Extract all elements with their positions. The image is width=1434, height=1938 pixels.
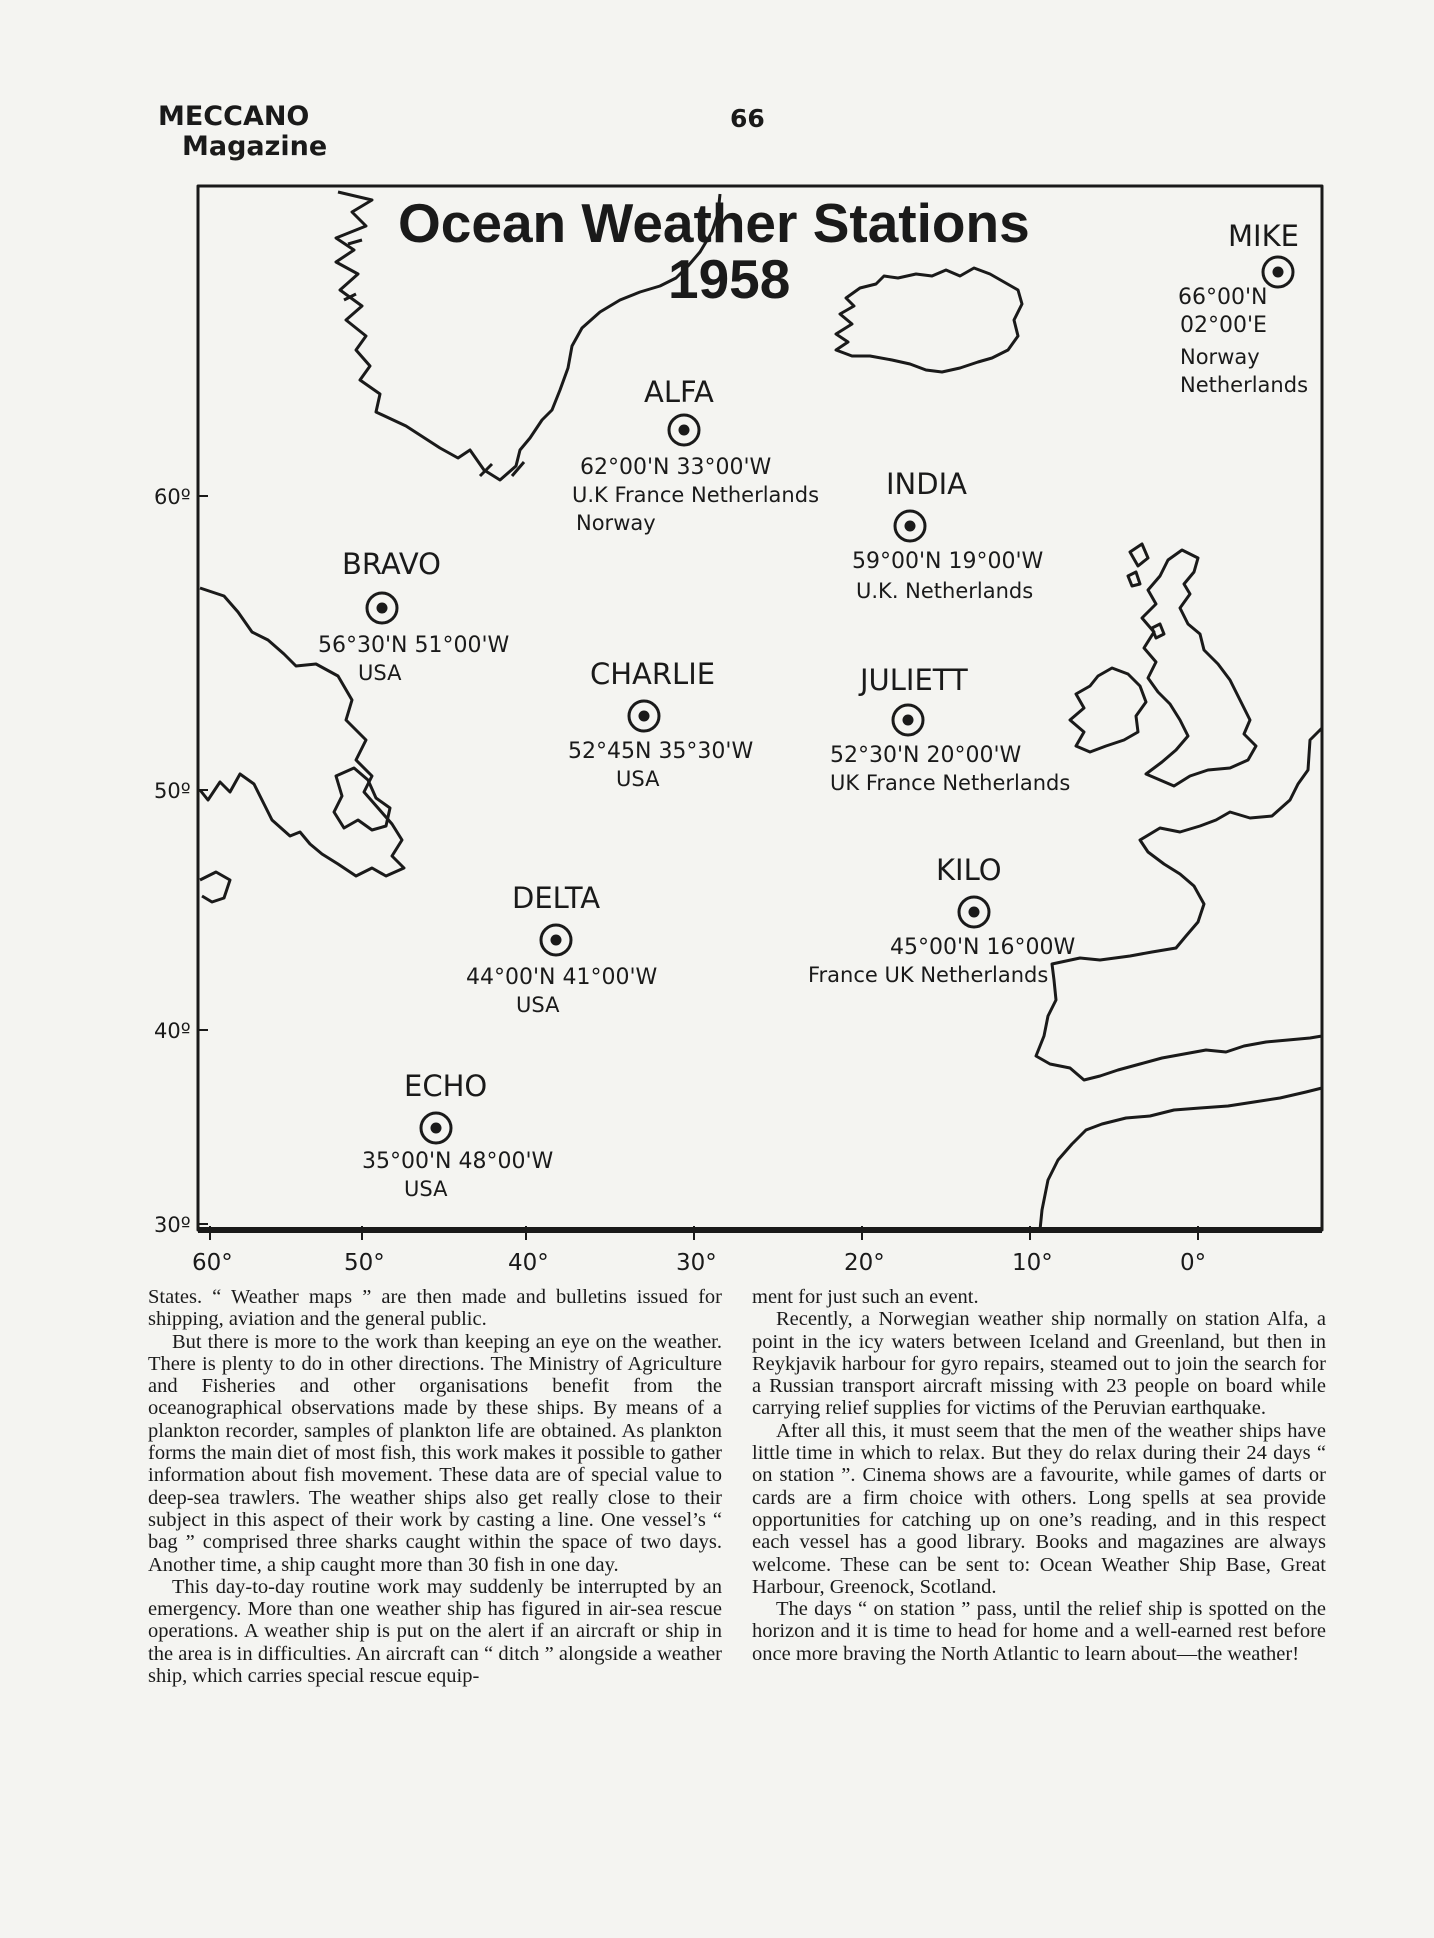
article-paragraph: ment for just such an event. (752, 1286, 979, 1308)
page-number: 66 (730, 104, 765, 133)
africa-coast (1040, 1088, 1322, 1230)
station-dot-icon (905, 521, 916, 532)
station-name: JULIETT (860, 663, 968, 697)
station-echo (362, 1069, 554, 1201)
station-kilo (808, 853, 1075, 987)
station-coords: 62°00'N 33°00'W (580, 455, 772, 480)
masthead (158, 102, 327, 162)
station-name: ECHO (404, 1069, 488, 1103)
station-name: BRAVO (342, 547, 442, 581)
station-countries: Netherlands (1180, 373, 1309, 397)
station-name: KILO (936, 853, 1002, 887)
station-india (852, 467, 1044, 603)
europe-coast (1036, 728, 1322, 1080)
article-paragraph: This day-to-day routine work may suddenly be interrupted by an emergency. More than one weather ship has figured in air-sea rescue operations. A weather ship is put on the alert if an aircraft or ship in the area is in difficulties. An aircraft can “ ditch ” alongside a weather ship, which carries special rescue equip- (148, 1575, 722, 1688)
nova-scotia-coast (200, 872, 230, 902)
station-countries: Norway (1180, 345, 1260, 369)
station-bravo (318, 547, 510, 685)
ireland-coast (1070, 668, 1146, 752)
station-dot-icon (969, 907, 980, 918)
station-juliett (830, 663, 1070, 795)
lat-label: 60º (154, 485, 191, 509)
station-countries: USA (404, 1177, 448, 1201)
station-countries: USA (358, 661, 402, 685)
article-paragraph: The days “ on station ” pass, until the relief ship is spotted on the horizon and it is time to head for home and a well-earned rest before once more braving the North Atlantic to learn about—the weather! (752, 1598, 1326, 1665)
station-coords: 59°00'N 19°00'W (852, 549, 1044, 574)
station-coords: 45°00'N 16°00W (890, 935, 1076, 960)
station-dot-icon (679, 425, 690, 436)
map-title: Ocean Weather Stations (398, 192, 1030, 254)
station-countries: USA (616, 767, 660, 791)
station-coords: 35°00'N 48°00'W (362, 1149, 554, 1174)
station-coords: 52°45N 35°30'W (568, 739, 754, 764)
article-paragraph: States. “ Weather maps ” are then made and bulletins issued for shipping, aviation and the general public. (148, 1286, 722, 1331)
station-countries: France UK Netherlands (808, 963, 1049, 987)
station-countries: UK France Netherlands (830, 771, 1071, 795)
article-right-column (752, 1286, 1326, 1665)
stations-layer (318, 219, 1308, 1201)
station-name: DELTA (512, 881, 601, 915)
article-paragraph: Recently, a Norwegian weather ship normally on station Alfa, a point in the icy waters between Iceland and Greenland, but then in Reykjavik harbour for gyro repairs, steamed out to join the search for a Russian transport aircraft missing with 23 people on board while carrying relief supplies for victims of the Peruvian earthquake. (752, 1308, 1326, 1420)
coastlines (198, 186, 1322, 1230)
station-charlie (568, 657, 753, 791)
station-dot-icon (431, 1123, 442, 1134)
lon-label: 30° (676, 1250, 717, 1276)
station-coords: 44°00'N 41°00'W (466, 965, 658, 990)
station-countries: USA (516, 993, 560, 1017)
station-dot-icon (551, 935, 562, 946)
north-america-coast (200, 588, 404, 876)
station-name: INDIA (886, 467, 967, 501)
station-coords: 02°00'E (1180, 313, 1267, 338)
station-name: CHARLIE (590, 657, 716, 691)
lat-label: 40º (154, 1019, 191, 1043)
station-delta (466, 881, 658, 1017)
iceland-coast (836, 268, 1022, 372)
station-coords: 66°00'N (1178, 285, 1268, 310)
lat-label: 30º (154, 1213, 191, 1237)
masthead-subtitle: Magazine (182, 131, 328, 162)
station-mike (1178, 219, 1308, 397)
station-dot-icon (903, 715, 914, 726)
station-alfa (572, 375, 819, 535)
great-britain-coast (1142, 550, 1256, 786)
lon-label: 60° (192, 1250, 233, 1276)
weather-stations-map (140, 180, 1340, 1276)
lon-label: 50° (344, 1250, 385, 1276)
article-paragraph: After all this, it must seem that the men of the weather ships have little time in which to relax. But they do relax during their 24 days “ on station ”. Cinema shows are a favourite, while games of darts or cards are a firm choice with others. Long spells at sea provide opportunities for catching up on one’s reading, and in this respect each vessel has a good library. Books and magazines are always welcome. These can be sent to: Ocean Weather Ship Base, Great Harbour, Greenock, Scotland. (752, 1419, 1326, 1598)
station-name: MIKE (1228, 219, 1299, 253)
station-name: ALFA (644, 375, 714, 409)
lon-label: 40° (508, 1250, 549, 1276)
station-countries: U.K France Netherlands (572, 483, 820, 507)
lon-label: 20° (844, 1250, 885, 1276)
station-countries: U.K. Netherlands (856, 579, 1034, 603)
greenland-fjords (344, 240, 524, 476)
masthead-title: MECCANO (158, 101, 310, 132)
station-dot-icon (1273, 267, 1284, 278)
station-dot-icon (377, 603, 388, 614)
map-axes (154, 485, 1322, 1276)
station-countries: Norway (576, 511, 656, 535)
newfoundland-coast (334, 768, 390, 830)
lat-label: 50º (154, 779, 191, 803)
map-year: 1958 (668, 248, 791, 310)
lon-label: 10° (1012, 1250, 1053, 1276)
article-paragraph: But there is more to the work than keeping an eye on the weather. There is plenty to do in other directions. The Ministry of Agriculture and Fisheries and other organisations benefit from the oceanographical observations made by these ships. By means of a plankton recorder, samples of plankton life are obtained. As plankton forms the main diet of most fish, this work makes it possible to gather information about fish movement. These data are of special value to deep-sea trawlers. The weather ships also get really close to their subject in this aspect of their work by casting a line. One vessel’s “ bag ” comprised three sharks caught within the space of two days. Another time, a ship caught more than 30 fish in one day. (148, 1330, 722, 1576)
station-coords: 56°30'N 51°00'W (318, 633, 510, 658)
lon-label: 0° (1180, 1250, 1207, 1276)
station-dot-icon (639, 711, 650, 722)
map-frame (198, 186, 1322, 1230)
station-coords: 52°30'N 20°00'W (830, 743, 1022, 768)
article-left-column (148, 1286, 722, 1687)
